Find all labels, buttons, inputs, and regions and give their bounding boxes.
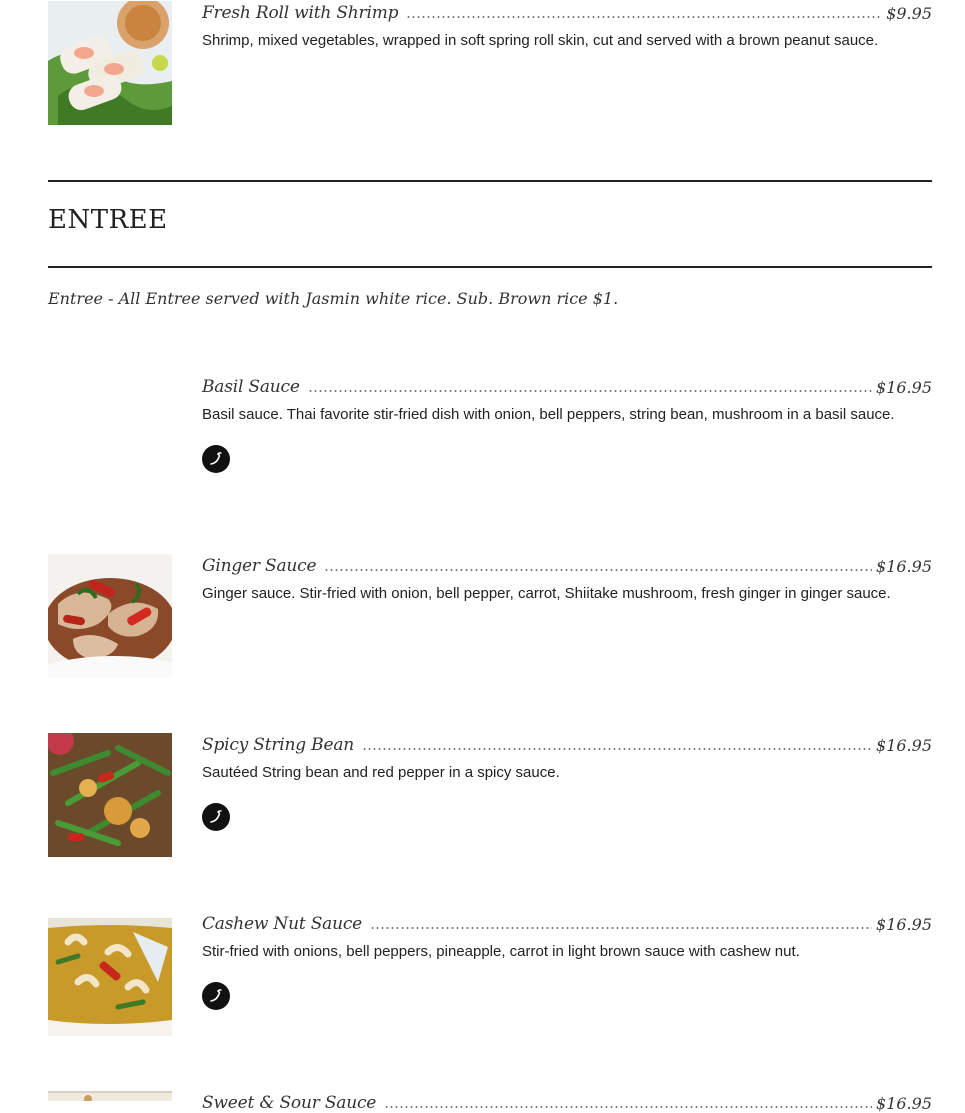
item-name[interactable]: Fresh Roll with Shrimp (202, 3, 399, 23)
item-name[interactable]: Basil Sauce (202, 377, 300, 397)
item-name[interactable]: Cashew Nut Sauce (202, 914, 363, 934)
chili-pepper-icon (202, 803, 230, 831)
leader-dots (324, 569, 872, 571)
cashew-photo[interactable] (48, 912, 172, 1036)
item-description: Shrimp, mixed vegetables, wrapped in soft spring roll skin, cut and served with a brown peanut sauce. (202, 32, 879, 49)
item-price: $16.95 (876, 736, 932, 755)
leader-dots (406, 16, 882, 18)
section-divider-top (48, 180, 932, 182)
string-bean-photo[interactable] (48, 733, 172, 857)
menu-item-sweet-sour-sauce[interactable] (48, 1091, 932, 1113)
menu-item-fresh-roll[interactable] (48, 1, 932, 125)
leader-dots (308, 390, 872, 392)
item-description: Basil sauce. Thai favorite stir-fried dish with onion, bell peppers, string bean, mushroom in a basil sauce. (202, 406, 895, 423)
item-name[interactable]: Ginger Sauce (202, 556, 317, 576)
item-price: $16.95 (876, 1094, 932, 1113)
ginger-sauce-photo[interactable] (48, 554, 172, 678)
sweet-sour-photo[interactable] (48, 1091, 172, 1101)
menu-item-ginger-sauce[interactable] (48, 554, 932, 678)
chili-pepper-icon (202, 982, 230, 1010)
section-divider-bottom (48, 266, 932, 268)
menu-item-basil-sauce[interactable] (48, 375, 932, 499)
section-note: Entree - All Entree served with Jasmin white rice. Sub. Brown rice $1. (48, 289, 619, 308)
leader-dots (370, 927, 872, 929)
fresh-roll-photo[interactable] (48, 1, 172, 125)
item-price: $16.95 (876, 378, 932, 397)
item-price: $16.95 (876, 557, 932, 576)
section-title: ENTREE (48, 205, 168, 235)
chili-pepper-icon (202, 445, 230, 473)
item-description: Stir-fried with onions, bell peppers, pineapple, carrot in light brown sauce with cashew nut. (202, 943, 800, 960)
item-price: $9.95 (886, 4, 932, 23)
item-price: $16.95 (876, 915, 932, 934)
leader-dots (384, 1106, 872, 1108)
menu-item-spicy-string-bean[interactable] (48, 733, 932, 857)
item-description: Sautéed String bean and red pepper in a spicy sauce. (202, 764, 560, 781)
leader-dots (362, 748, 872, 750)
item-name[interactable]: Sweet & Sour Sauce (202, 1093, 377, 1113)
menu-item-cashew-nut-sauce[interactable] (48, 912, 932, 1036)
item-description: Ginger sauce. Stir-fried with onion, bell pepper, carrot, Shiitake mushroom, fresh ginger in ginger sauce. (202, 585, 891, 602)
item-name[interactable]: Spicy String Bean (202, 735, 355, 755)
